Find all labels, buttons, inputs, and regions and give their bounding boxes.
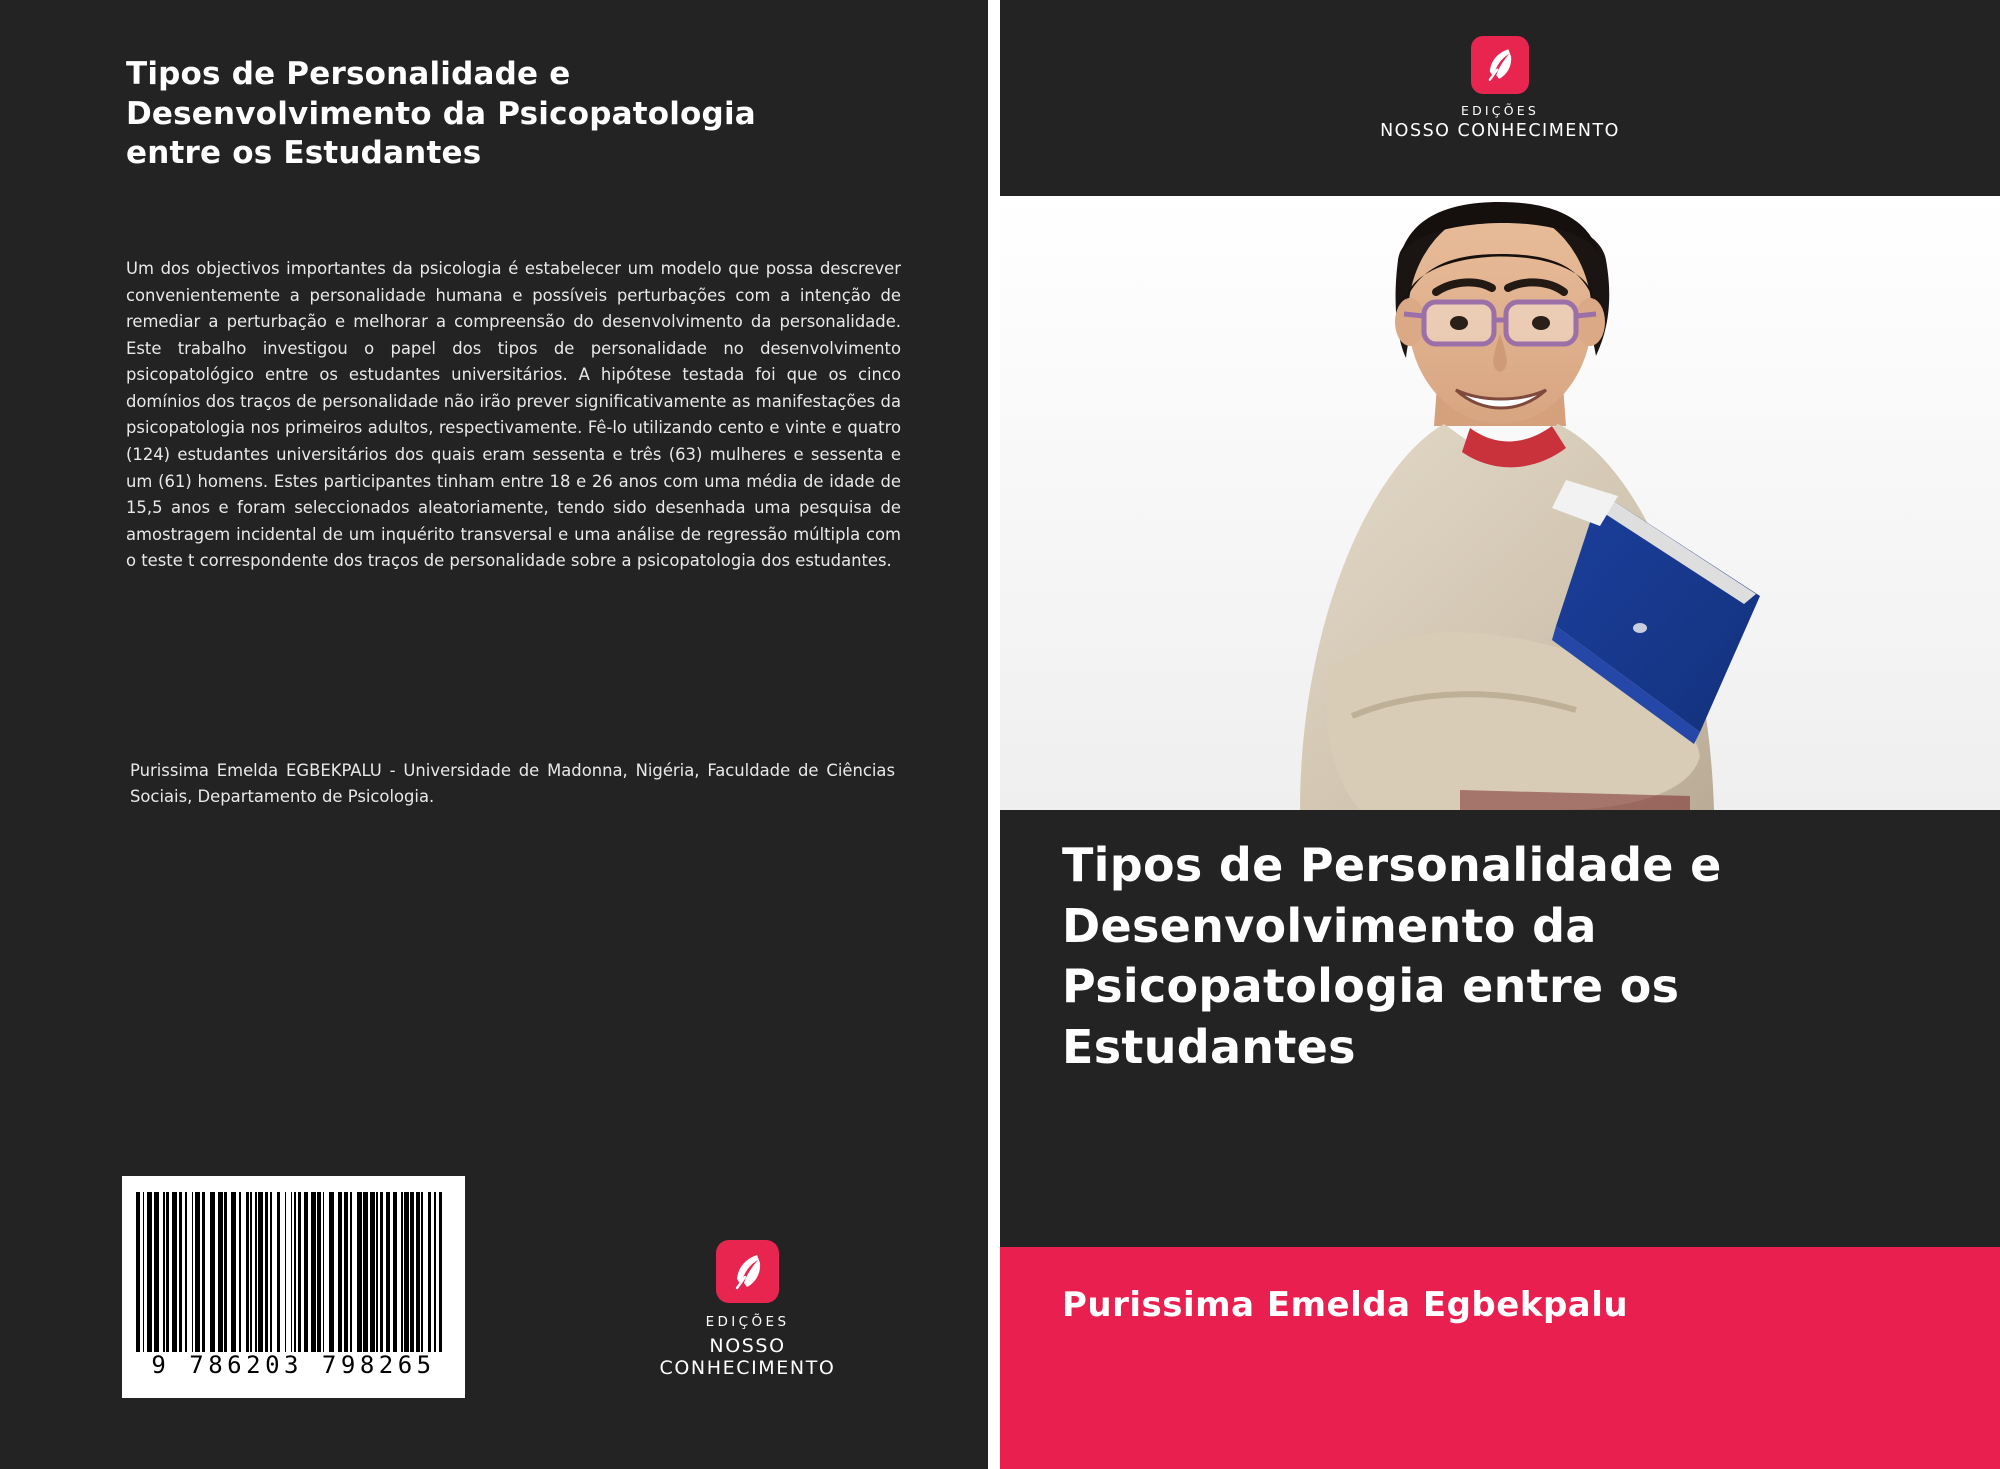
back-cover-abstract: Um dos objectivos importantes da psicologia é estabelecer um modelo que possa descrever convenientemente a personalidade humana e possíveis perturbações com a intenção de remediar a perturbação e melhorar a compreensão do desenvolvimento da personalidade. Este trabalho investigou o papel dos tipos de personalidade no desenvolvimento psicopatológico entre os estudantes universitários. A hipótese testada foi que os cinco domínios dos traços de personalidade não irão prever significativamente as manifestações da psicopatologia nos primeiros adultos, respectivamente. Fê-lo utilizando cento e vinte e quatro (124) estudantes universitários dos quais eram sessenta e três (63) mulheres e sessenta e um (61) homens. Estes participantes tinham entre 18 e 26 anos com uma média de idade de 15,5 anos e foram seleccionados aleatoriamente, tendo sido desenhada uma pesquisa de amostragem incidental de um inquérito transversal e uma análise de regressão múltipla com o teste t correspondente dos traços de personalidade sobre a psicopatologia dos estudantes. [126, 259, 901, 571]
back-cover [0, 0, 988, 1469]
barcode-digits: 9 786203 798265 [151, 1351, 436, 1379]
publisher-line-2: NOSSO CONHECIMENTO [659, 1335, 836, 1379]
front-cover [1000, 0, 2000, 1469]
front-cover-author-band [1000, 1247, 2000, 1469]
publisher-logo-front [1350, 36, 1650, 141]
isbn-barcode [122, 1176, 465, 1398]
front-cover-author: Purissima Emelda Egbekpalu [1062, 1285, 1629, 1325]
front-cover-title: Tipos de Personalidade e Desenvolvimento da Psicopatologia entre os Estudantes [1062, 838, 1722, 1075]
feather-quill-icon [716, 1240, 779, 1303]
cover-photo [1000, 196, 2000, 810]
publisher-line-2: NOSSO CONHECIMENTO [1380, 121, 1620, 141]
publisher-line-1: EDIÇÕES [705, 1314, 790, 1330]
barcode-bars [136, 1192, 451, 1352]
book-spine [988, 0, 1000, 1469]
back-cover-author-affiliation: Purissima Emelda EGBEKPALU - Universidade de Madonna, Nigéria, Faculdade de Ciências Sociais, Departamento de Psicologia. [130, 761, 895, 807]
back-cover-title: Tipos de Personalidade e Desenvolvimento da Psicopatologia entre os Estudantes [126, 56, 756, 172]
publisher-logo-back [640, 1240, 855, 1379]
publisher-line-1: EDIÇÕES [1460, 103, 1539, 118]
feather-quill-icon [1471, 36, 1529, 94]
